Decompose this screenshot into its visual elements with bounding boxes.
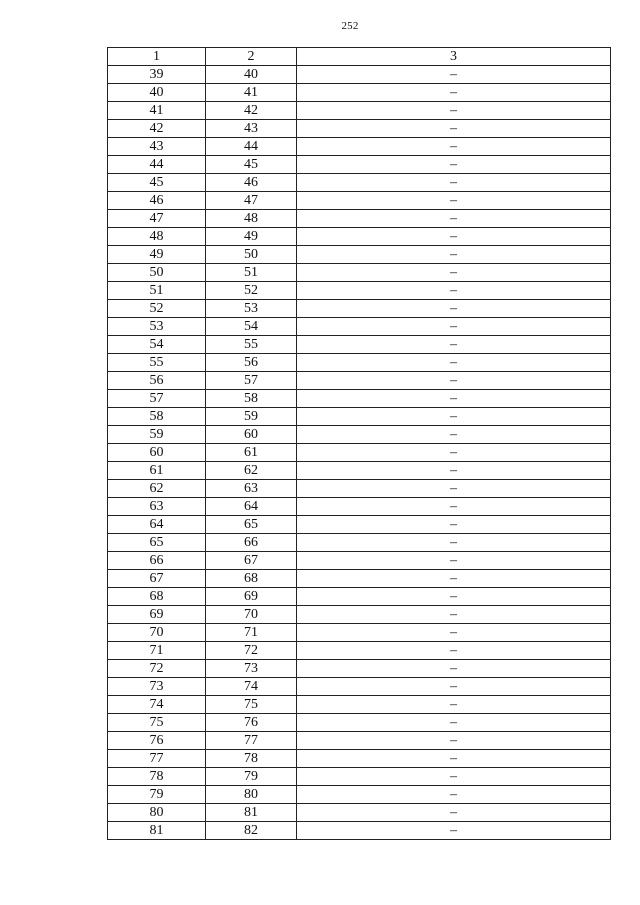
table-cell-col-1: 73 (108, 678, 206, 696)
table-cell-col-1: 49 (108, 246, 206, 264)
table-cell-col-3: – (297, 426, 611, 444)
table-row (108, 390, 611, 408)
table-cell-col-3: – (297, 696, 611, 714)
table-cell-col-2: 80 (206, 786, 297, 804)
table-cell-col-3: – (297, 822, 611, 840)
table-cell-col-1: 61 (108, 462, 206, 480)
table-header (108, 48, 611, 66)
table-cell-col-3: – (297, 588, 611, 606)
table-cell-col-3: – (297, 498, 611, 516)
table-cell-col-2: 58 (206, 390, 297, 408)
table-row (108, 516, 611, 534)
table-cell-col-3: – (297, 678, 611, 696)
table-cell-col-2: 76 (206, 714, 297, 732)
table-cell-col-2: 45 (206, 156, 297, 174)
table-cell-col-1: 81 (108, 822, 206, 840)
table-cell-col-2: 60 (206, 426, 297, 444)
page-number: 252 (341, 20, 359, 32)
table-cell-col-1: 66 (108, 552, 206, 570)
table-row (108, 570, 611, 588)
table-cell-col-3: – (297, 300, 611, 318)
table-row (108, 84, 611, 102)
table-cell-col-1: 39 (108, 66, 206, 84)
table-row (108, 624, 611, 642)
data-table (107, 47, 611, 840)
table-cell-col-2: 70 (206, 606, 297, 624)
table-cell-col-1: 78 (108, 768, 206, 786)
table-row (108, 462, 611, 480)
table-row (108, 246, 611, 264)
table-row (108, 300, 611, 318)
table-cell-col-2: 72 (206, 642, 297, 660)
table-cell-col-1: 41 (108, 102, 206, 120)
table-cell-col-1: 72 (108, 660, 206, 678)
table-cell-col-2: 51 (206, 264, 297, 282)
table-cell-col-1: 40 (108, 84, 206, 102)
table-cell-col-3: – (297, 120, 611, 138)
table-cell-col-2: 61 (206, 444, 297, 462)
table-cell-col-2: 78 (206, 750, 297, 768)
table-row (108, 66, 611, 84)
table-cell-col-3: – (297, 660, 611, 678)
table-cell-col-3: – (297, 138, 611, 156)
table-cell-col-2: 46 (206, 174, 297, 192)
table-cell-col-2: 50 (206, 246, 297, 264)
table-cell-col-3: – (297, 156, 611, 174)
table-row (108, 768, 611, 786)
table-cell-col-3: – (297, 786, 611, 804)
table-cell-col-1: 62 (108, 480, 206, 498)
table-cell-col-3: – (297, 714, 611, 732)
table-cell-col-1: 67 (108, 570, 206, 588)
table-row (108, 588, 611, 606)
header-row (108, 48, 611, 66)
table-cell-col-2: 48 (206, 210, 297, 228)
table-cell-col-1: 77 (108, 750, 206, 768)
table-cell-col-2: 59 (206, 408, 297, 426)
table-row (108, 606, 611, 624)
table-cell-col-2: 63 (206, 480, 297, 498)
column-header-2: 2 (206, 48, 297, 66)
table-cell-col-2: 55 (206, 336, 297, 354)
table-cell-col-2: 43 (206, 120, 297, 138)
table-cell-col-2: 41 (206, 84, 297, 102)
table-row (108, 732, 611, 750)
table-row (108, 444, 611, 462)
table-cell-col-1: 42 (108, 120, 206, 138)
table-cell-col-1: 45 (108, 174, 206, 192)
table-cell-col-1: 71 (108, 642, 206, 660)
table-row (108, 552, 611, 570)
table-row (108, 534, 611, 552)
table-cell-col-2: 49 (206, 228, 297, 246)
table-cell-col-2: 54 (206, 318, 297, 336)
column-header-3: 3 (297, 48, 611, 66)
table-row (108, 480, 611, 498)
table-cell-col-3: – (297, 624, 611, 642)
table-cell-col-2: 52 (206, 282, 297, 300)
table-row (108, 642, 611, 660)
table-cell-col-3: – (297, 444, 611, 462)
table-cell-col-3: – (297, 768, 611, 786)
table-cell-col-3: – (297, 480, 611, 498)
table-cell-col-3: – (297, 408, 611, 426)
table-cell-col-2: 67 (206, 552, 297, 570)
table-cell-col-2: 56 (206, 354, 297, 372)
table-cell-col-2: 82 (206, 822, 297, 840)
table-row (108, 408, 611, 426)
table-cell-col-1: 53 (108, 318, 206, 336)
table-cell-col-1: 55 (108, 354, 206, 372)
table-row (108, 660, 611, 678)
table-cell-col-3: – (297, 570, 611, 588)
table-cell-col-1: 58 (108, 408, 206, 426)
table-row (108, 714, 611, 732)
table-cell-col-3: – (297, 228, 611, 246)
table-cell-col-1: 69 (108, 606, 206, 624)
table-cell-col-1: 54 (108, 336, 206, 354)
table-cell-col-3: – (297, 804, 611, 822)
table-row (108, 228, 611, 246)
table-row (108, 138, 611, 156)
table-cell-col-2: 42 (206, 102, 297, 120)
table-row (108, 750, 611, 768)
table-cell-col-1: 46 (108, 192, 206, 210)
table-cell-col-2: 62 (206, 462, 297, 480)
table-cell-col-3: – (297, 606, 611, 624)
table-cell-col-1: 50 (108, 264, 206, 282)
table-cell-col-3: – (297, 282, 611, 300)
table-cell-col-1: 80 (108, 804, 206, 822)
table-cell-col-3: – (297, 732, 611, 750)
table-cell-col-2: 64 (206, 498, 297, 516)
table-cell-col-2: 75 (206, 696, 297, 714)
table-cell-col-3: – (297, 462, 611, 480)
table-row (108, 264, 611, 282)
table-cell-col-1: 51 (108, 282, 206, 300)
table-row (108, 210, 611, 228)
table-cell-col-1: 52 (108, 300, 206, 318)
table-cell-col-1: 43 (108, 138, 206, 156)
table-cell-col-1: 79 (108, 786, 206, 804)
table-cell-col-3: – (297, 390, 611, 408)
table-cell-col-2: 73 (206, 660, 297, 678)
table-cell-col-3: – (297, 210, 611, 228)
table-cell-col-1: 59 (108, 426, 206, 444)
table-cell-col-1: 47 (108, 210, 206, 228)
table-cell-col-3: – (297, 336, 611, 354)
table-cell-col-3: – (297, 534, 611, 552)
table-row (108, 498, 611, 516)
table-cell-col-2: 68 (206, 570, 297, 588)
table-cell-col-2: 79 (206, 768, 297, 786)
table-cell-col-3: – (297, 102, 611, 120)
table-row (108, 372, 611, 390)
table-cell-col-1: 48 (108, 228, 206, 246)
table-cell-col-3: – (297, 66, 611, 84)
table-cell-col-3: – (297, 318, 611, 336)
table-cell-col-2: 53 (206, 300, 297, 318)
table-cell-col-2: 77 (206, 732, 297, 750)
table-cell-col-1: 75 (108, 714, 206, 732)
table-cell-col-2: 40 (206, 66, 297, 84)
table-cell-col-1: 70 (108, 624, 206, 642)
table-cell-col-3: – (297, 264, 611, 282)
table-cell-col-3: – (297, 642, 611, 660)
table-cell-col-2: 47 (206, 192, 297, 210)
table-cell-col-1: 56 (108, 372, 206, 390)
table-row (108, 192, 611, 210)
table-row (108, 804, 611, 822)
table-row (108, 786, 611, 804)
table-cell-col-1: 63 (108, 498, 206, 516)
table-cell-col-1: 57 (108, 390, 206, 408)
table-cell-col-2: 44 (206, 138, 297, 156)
table-cell-col-2: 81 (206, 804, 297, 822)
table-cell-col-2: 66 (206, 534, 297, 552)
table-cell-col-1: 64 (108, 516, 206, 534)
table-cell-col-2: 65 (206, 516, 297, 534)
table-cell-col-1: 76 (108, 732, 206, 750)
table-cell-col-3: – (297, 84, 611, 102)
table-cell-col-3: – (297, 246, 611, 264)
table-body (108, 66, 611, 840)
table-cell-col-3: – (297, 354, 611, 372)
table-cell-col-1: 65 (108, 534, 206, 552)
table-cell-col-2: 71 (206, 624, 297, 642)
table-cell-col-1: 60 (108, 444, 206, 462)
table-row (108, 354, 611, 372)
table-cell-col-1: 44 (108, 156, 206, 174)
table-cell-col-1: 74 (108, 696, 206, 714)
table-cell-col-3: – (297, 516, 611, 534)
table-row (108, 336, 611, 354)
table-cell-col-2: 57 (206, 372, 297, 390)
table-cell-col-1: 68 (108, 588, 206, 606)
table-cell-col-2: 69 (206, 588, 297, 606)
table-cell-col-2: 74 (206, 678, 297, 696)
table-cell-col-3: – (297, 192, 611, 210)
table-row (108, 822, 611, 840)
table-row (108, 426, 611, 444)
table-row (108, 678, 611, 696)
table-row (108, 102, 611, 120)
table-row (108, 282, 611, 300)
column-header-1: 1 (108, 48, 206, 66)
table-row (108, 120, 611, 138)
table-cell-col-3: – (297, 174, 611, 192)
table-row (108, 696, 611, 714)
table-row (108, 174, 611, 192)
table-cell-col-3: – (297, 372, 611, 390)
table-row (108, 318, 611, 336)
table-cell-col-3: – (297, 750, 611, 768)
table-cell-col-3: – (297, 552, 611, 570)
table-row (108, 156, 611, 174)
